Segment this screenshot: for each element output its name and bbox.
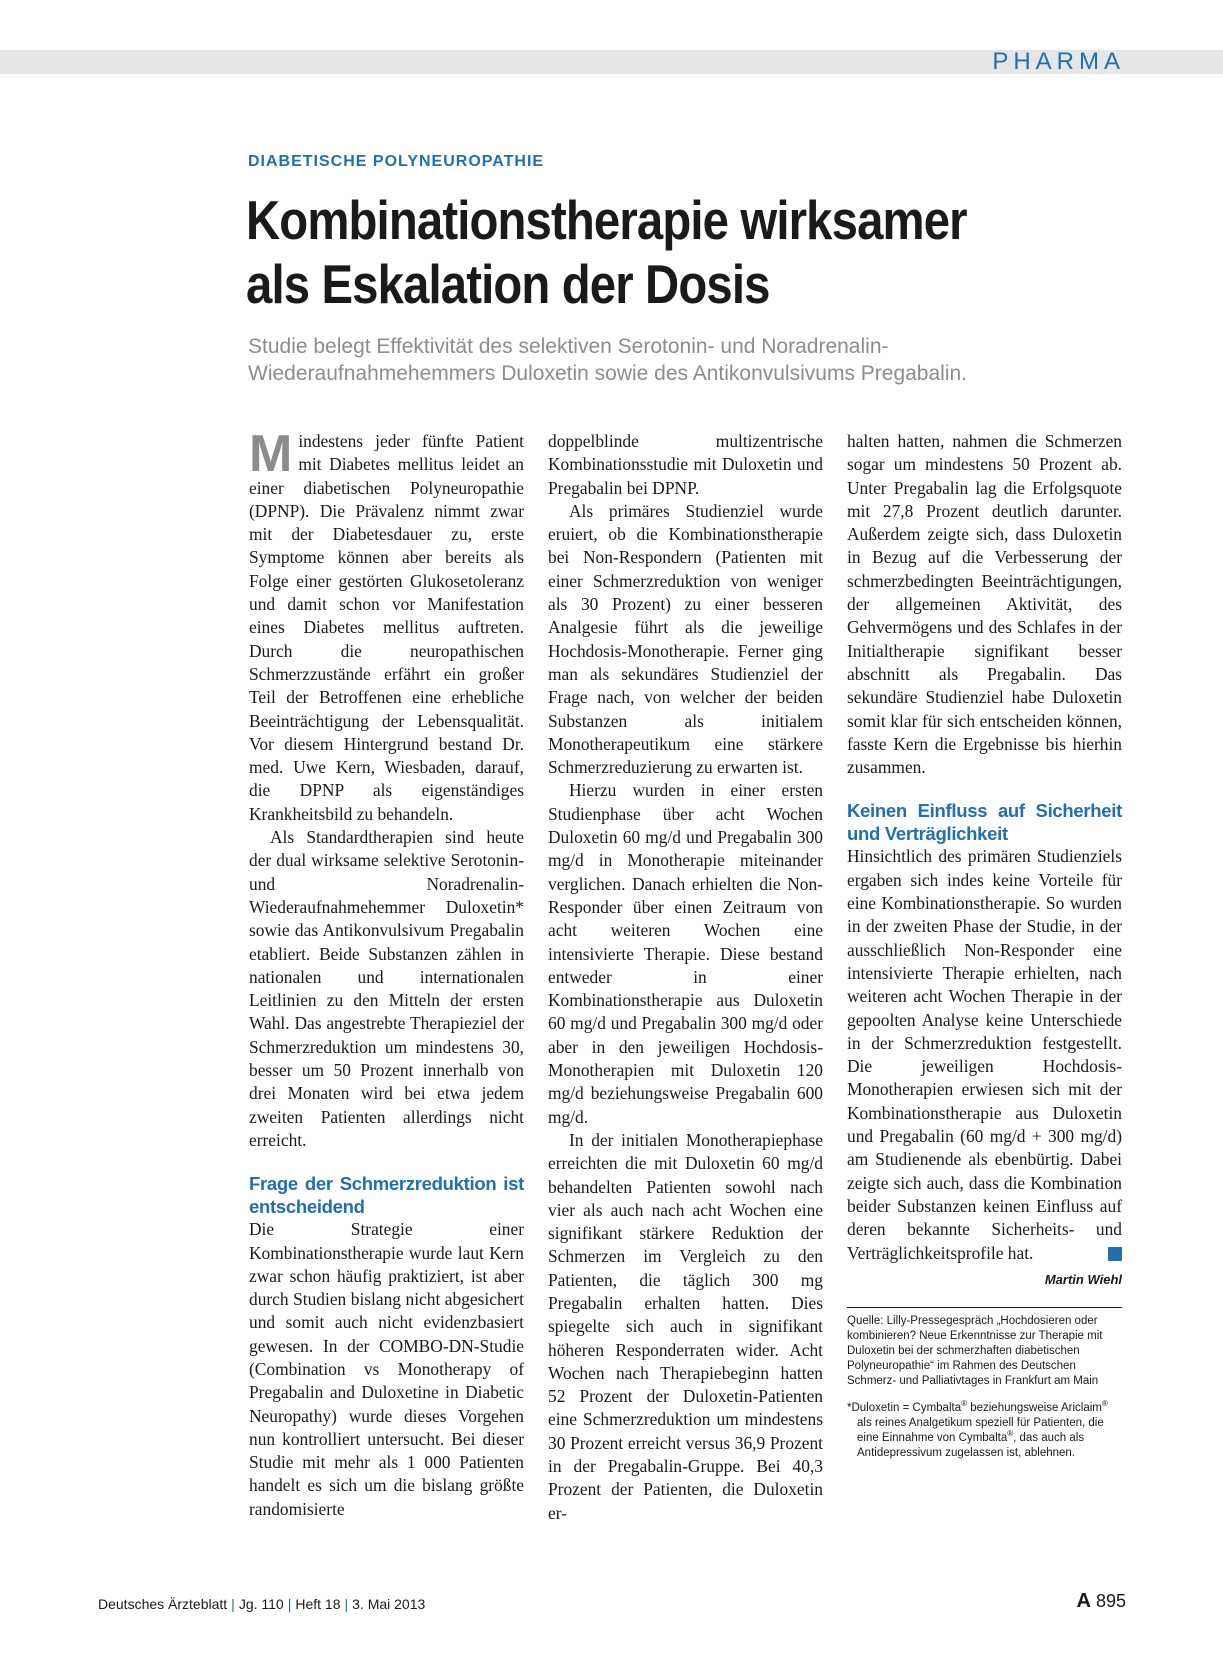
subtitle-line-2: Wiederaufnahmehemmers Duloxetin sowie des Antikonvulsivums Pregabalin. <box>248 362 968 385</box>
paragraph: Als primäres Studienziel wurde eruiert, ob die Kombinationstherapie bei Non-Respondern (Patienten mit einer Schmerzreduktion von weniger als 30 Prozent) zu einer besseren Analgesie führt als die jeweilige Hochdosis-Monotherapie. Ferner ging man als sekundäres Studienziel der Frage nach, von welcher der beiden Substanzen als initialem Monotherapeutikum eine stärkere Schmerzreduzierung zu erwarten ist. <box>548 500 823 778</box>
registered-mark: ® <box>961 1399 968 1409</box>
footnote-text: als reines Analgetikum speziell für Patienten, die eine Einnahme von Cymbalta <box>857 1417 1104 1445</box>
footer-separator: | <box>344 1596 349 1612</box>
paragraph: Als Standardtherapien sind heute der dual wirksame selektive Serotonin- und Noradrenalin-Wiederaufnahmehemmer Duloxetin* sowie das Antikonvulsivum Pregabalin etabliert. Beide Substanzen zählen in nationalen und internationalen Leitlinien zu den Mitteln der ersten Wahl. Das angestrebte Therapieziel der Schmerzreduktion um mindestens 30, besser um 50 Prozent innerhalb von drei Monaten wird bei etwa jedem zweiten Patienten allerdings nicht erreicht. <box>249 827 524 1150</box>
journal-name: Deutsches Ärzteblatt <box>98 1596 228 1612</box>
author-name: Martin Wiehl <box>1044 1271 1122 1287</box>
paragraph: doppelblinde multizentrische Kombinationsstudie mit Duloxetin und Pregabalin bei DPNP. <box>548 431 823 498</box>
headline-line-2: als Eskalation der Dosis <box>246 253 770 315</box>
paragraph-intro-text: indestens jeder fünfte Patient mit Diabetes mellitus leidet an einer diabetischen Polyneuropathie (DPNP). Die Prävalenz nimmt zwar mit der Diabetesdauer zu, erste Symptome können aber bereits als Folge einer gestörten Glukosetoleranz und damit schon vor Manifestation eines Diabetes mellitus auftreten. Durch die neuropathischen Schmerzzustände erfährt ein großer Teil der Betroffenen eine erhebliche Beeinträchtigung der Lebensqualität. Vor diesem Hintergrund bestand Dr. med. Uwe Kern, Wiesbaden, darauf, die DPNP als eigenständiges Krankheitsbild zu behandeln. <box>249 431 524 824</box>
drop-cap: M <box>249 425 293 483</box>
footer-separator: | <box>231 1596 235 1612</box>
paragraph: Hierzu wurden in einer ersten Studienphase über acht Wochen Duloxetin 60 mg/d und Pregabalin 300 mg/d in Monotherapie miteinander verglichen. Danach erhielten die Non-Responder über einen Zeitraum von acht weiteren Wochen eine intensivierte Therapie. Diese bestand entweder in einer Kombinationstherapie aus Duloxetin 60 mg/d und Pregabalin 300 mg/d oder aber in den jeweiligen Hochdosis-Monotherapien mit Duloxetin 120 mg/d beziehungsweise Pregabalin 600 mg/d. <box>548 780 823 1127</box>
footnote-text: , das auch als Antidepressivum zugelassen ist, ablehnen. <box>857 1432 1085 1460</box>
page-number-value: 895 <box>1095 1591 1126 1611</box>
paragraph <box>847 845 1122 1264</box>
article-headline <box>246 188 1020 316</box>
text-column-3 <box>847 430 1122 1461</box>
footer-separator: | <box>287 1596 292 1612</box>
text-column-1 <box>249 425 524 1521</box>
page-prefix: A <box>1076 1590 1091 1612</box>
registered-mark: ® <box>1007 1429 1014 1439</box>
journal-issue: Heft 18 <box>295 1596 341 1612</box>
journal-volume: Jg. 110 <box>238 1596 284 1612</box>
section-label: PHARMA <box>992 48 1125 75</box>
page-number <box>1076 1590 1126 1613</box>
journal-date: 3. Mai 2013 <box>352 1596 426 1612</box>
paragraph-intro <box>249 425 524 826</box>
footnote-text: *Duloxetin = Cymbalta <box>847 1402 962 1415</box>
subtitle-line-1: Studie belegt Effektivität des selektiven Serotonin- und Noradrenalin- <box>248 335 889 358</box>
footnote <box>847 1401 1122 1461</box>
registered-mark: ® <box>1101 1399 1108 1409</box>
article-kicker: DIABETISCHE POLYNEUROPATHIE <box>248 153 545 170</box>
source-note: Quelle: Lilly-Pressegespräch „Hochdosieren oder kombinieren? Neue Erkenntnisse zur Therapie mit Duloxetin bei der schmerzhaften diabetischen Polyneuropathie“ im Rahmen des Deutschen Schmerz- und Palliativtages in Frankfurt am Main <box>847 1315 1103 1388</box>
subheading: Frage der Schmerzreduktion ist entscheidend <box>249 1173 524 1218</box>
footnote-text: beziehungsweise Ariclaim <box>967 1402 1102 1415</box>
divider <box>847 1307 1122 1308</box>
article-subtitle <box>248 333 1128 387</box>
page-footer <box>98 1596 425 1612</box>
paragraph: Die Strategie einer Kombinationstherapie wurde laut Kern zwar schon häufig praktiziert, ist aber durch Studien bislang nicht abgesichert und somit auch nicht evidenzbasiert gewesen. In der COMBO-DN-Studie (Combination vs Monotherapy of Pregabalin and Duloxetine in Diabetic Neuropathy) wurde dieses Vorgehen nun kontrolliert untersucht. Bei dieser Studie mit mehr als 1 000 Patienten handelt es sich um die bislang größte randomisierte <box>249 1219 524 1519</box>
end-mark-icon <box>1108 1247 1122 1261</box>
subheading: Keinen Einfluss auf Sicherheit und Verträglichkeit <box>847 800 1122 845</box>
paragraph: halten hatten, nahmen die Schmerzen sogar um mindestens 50 Prozent ab. Unter Pregabalin lag die Erfolgsquote mit 27,8 Prozent deutlich darunter. Außerdem zeigte sich, dass Duloxetin in Bezug auf die Verbesserung der schmerzbedingten Beeinträchtigungen, der allgemeinen Aktivität, des Gehvermögens und des Schlafes in der Initialtherapie signifikant besser abschnitt als Pregabalin. Das sekundäre Studienziel habe Duloxetin somit klar für sich entscheiden können, fasste Kern die Ergebnisse bis hierhin zusammen. <box>847 431 1122 778</box>
paragraph-text: Hinsichtlich des primären Studienziels ergaben sich indes keine Vorteile für eine Kombinationstherapie. So wurden in der zweiten Phase der Studie, in der ausschließlich Non-Responder eine intensivierte Therapie erhielten, nach weiteren acht Wochen Therapie in der gepoolten Analyse keine Unterschiede in der Schmerzreduktion festgestellt. Die jeweiligen Hochdosis-Monotherapien erwiesen sich mit der Kombinationstherapie aus Duloxetin und Pregabalin (60 mg/d + 300 mg/d) am Studienende als ebenbürtig. Dabei zeigte sich auch, dass die Kombination beider Substanzen keinen Einfluss auf deren bekannte Sicherheits- und Verträglichkeitsprofile hat. <box>847 846 1122 1263</box>
paragraph: In der initialen Monotherapiephase erreichten die mit Duloxetin 60 mg/d behandelten Patienten sowohl nach vier als auch nach acht Wochen eine signifikant stärkere Reduktion der Schmerzen im Vergleich zu den Patienten, die täglich 300 mg Pregabalin erhalten hatten. Dies spiegelte sich auch in signifikant höheren Responderraten wider. Acht Wochen nach Therapiebeginn hatten 52 Prozent der Duloxetin-Patienten eine Schmerzreduktion um mindestens 30 Prozent erreicht versus 36,9 Prozent in der Pregabalin-Gruppe. Bei 40,3 Prozent der Patienten, die Duloxetin er- <box>548 1129 823 1523</box>
headline-line-1: Kombinationstherapie wirksamer <box>246 189 967 251</box>
text-column-2 <box>548 430 823 1525</box>
